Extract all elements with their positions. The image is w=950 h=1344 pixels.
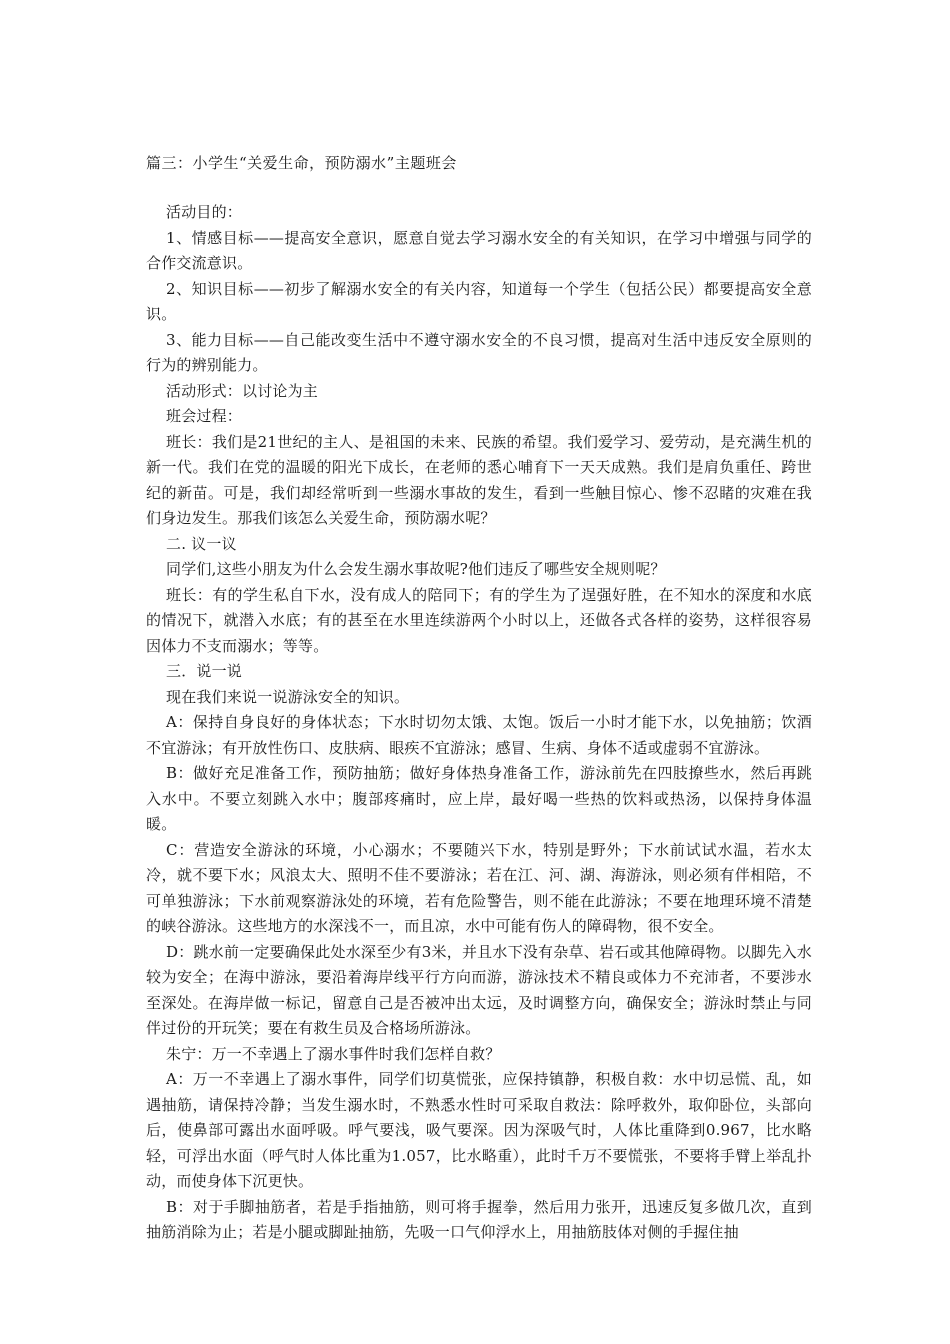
paragraph-rescue-b: B：对于手脚抽筋者，若是手指抽筋，则可将手握拳，然后用力张开，迅速反复多做几次，直到抽筋消除为止；若是小腿或脚趾抽筋，先吸一口气仰浮水上，用抽筋肢体对侧的手握住抽: [146, 1197, 812, 1241]
paragraph-tip-d: D：跳水前一定要确保此处水深至少有3米，并且水下没有杂草、岩石或其他障碍物。以脚先入水较为安全；在海中游泳，要沿着海岸线平行方向而游，游泳技术不精良或体力不充沛者，不要涉水至深处。在海岸做一标记，留意自己是否被冲出太远，及时调整方向，确保安全；游泳时禁止与同伴过份的开玩笑；要在有救生员及合格场所游泳。: [146, 942, 812, 1037]
paragraph-purpose-heading: 活动目的：: [166, 203, 243, 221]
paragraph-section-three: 三．说一说: [166, 662, 243, 680]
paragraph-question: 同学们,这些小朋友为什么会发生溺水事故呢?他们违反了哪些安全规则呢？: [166, 560, 666, 578]
paragraph-monitor-intro: 班长：我们是21世纪的主人、是祖国的未来、民族的希望。我们爱学习、爱劳动，是充满生机的新一代。我们在党的温暖的阳光下成长，在老师的悉心哺育下一天天成熟。我们是肩负重任、跨世纪的新苗。可是，我们却经常听到一些溺水事故的发生，看到一些触目惊心、惨不忍睹的灾难在我们身边发生。那我们该怎么关爱生命，预防溺水呢？: [146, 432, 812, 527]
paragraph-activity-form: 活动形式：以讨论为主: [166, 381, 319, 400]
document-title: 篇三：小学生“关爱生命，预防溺水”主题班会: [146, 154, 457, 172]
paragraph-section-two: 二. 议一议: [166, 534, 237, 553]
paragraph-swim-safety-intro: 现在我们来说一说游泳安全的知识。: [166, 687, 410, 706]
paragraph-tip-a: A：保持自身良好的身体状态；下水时切勿太饿、太饱。饭后一小时才能下水，以免抽筋；饮酒不宜游泳；有开放性伤口、皮肤病、眼疾不宜游泳；感冒、生病、身体不适或虚弱不宜游泳。: [146, 713, 812, 757]
paragraph-self-rescue-question: 朱宁：万一不幸遇上了溺水事件时我们怎样自救？: [166, 1044, 501, 1063]
paragraph-tip-c: C：营造安全游泳的环境，小心溺水；不要随兴下水，特别是野外；下水前试试水温，若水太冷，就不要下水；风浪太大、照明不佳不要游泳；若在江、河、湖、海游泳，则必须有伴相陪，不可单独游泳；下水前观察游泳处的环境，若有危险警告，则不能在此游泳；不要在地理环境不清楚的峡谷游泳。这些地方的水深浅不一，而且凉，水中可能有伤人的障碍物，很不安全。: [146, 840, 812, 935]
document-body: [146, 200, 812, 1246]
document-page: [146, 150, 812, 1246]
paragraph-monitor-answer: 班长：有的学生私自下水，没有成人的陪同下；有的学生为了逞强好胜，在不知水的深度和水底的情况下，就潜入水底；有的甚至在水里连续游两个小时以上，还做各式各样的姿势，这样很容易因体力不支而溺水；等等。: [146, 585, 812, 655]
paragraph-goal-ability: 3、能力目标——自己能改变生活中不遵守溺水安全的不良习惯，提高对生活中违反安全原则的行为的辨别能力。: [146, 330, 812, 374]
paragraph-tip-b: B：做好充足准备工作，预防抽筋；做好身体热身准备工作，游泳前先在四肢撩些水，然后再跳入水中。不要立刻跳入水中；腹部疼痛时，应上岸，最好喝一些热的饮料或热汤，以保持身体温暖。: [146, 764, 812, 833]
paragraph-meeting-process: 班会过程：: [166, 407, 243, 425]
paragraph-rescue-a: A：万一不幸遇上了溺水事件，同学们切莫慌张，应保持镇静，积极自救：水中切忌慌、乱，如遇抽筋，请保持冷静；当发生溺水时，不熟悉水性时可采取自救法：除呼救外，取仰卧位，头部向后，使鼻部可露出水面呼吸。呼气要浅，吸气要深。因为深吸气时，人体比重降到0.967，比水略轻，可浮出水面（呼气时人体比重为1.057，比水略重），此时千万不要慌张，不要将手臂上举乱扑动，而使身体下沉更快。: [146, 1070, 812, 1190]
paragraph-goal-emotion: 1、情感目标——提高安全意识，愿意自觉去学习溺水安全的有关知识，在学习中增强与同学的合作交流意识。: [146, 228, 812, 272]
paragraph-goal-knowledge: 2、知识目标——初步了解溺水安全的有关内容，知道每一个学生（包括公民）都要提高安全意识。: [146, 279, 812, 323]
